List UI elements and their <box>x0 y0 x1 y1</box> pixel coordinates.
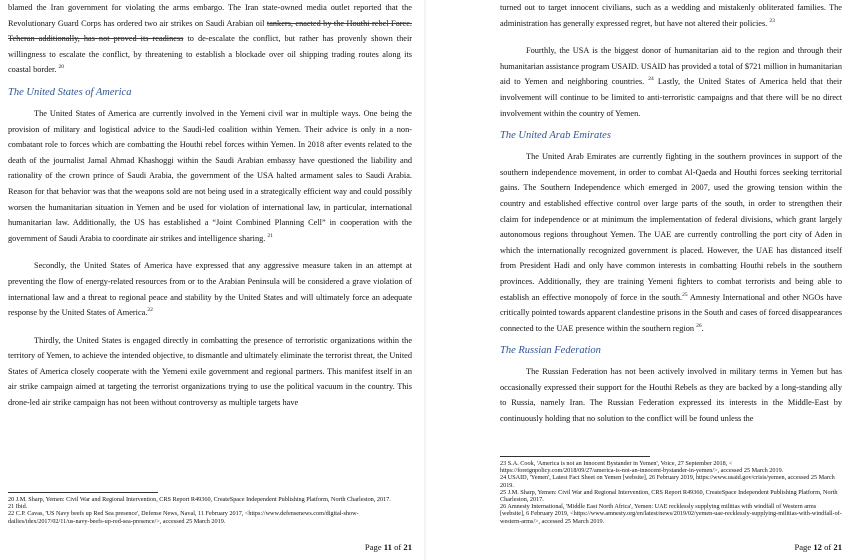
footnote-ref-23[interactable]: 23 <box>769 17 775 24</box>
text-line: to de-escalate the conflict, but rather has provenly shown their willingness to escalate the <box>8 34 413 59</box>
heading-uae: The United Arab Emirates <box>500 130 611 142</box>
footnote-20: 20 J.M. Sharp, Yemen: Civil War and Regional Intervention, CRS Report R49360, CreateSpace Independent Publishing Platform, North Charleston, 2017. <box>8 496 391 503</box>
paragraph-text: Lastly, the United States of America held that their involvement will continue to be limited to anti-terroristic campaigns and that there will be no direct involvement within the country of Yemen. <box>500 77 843 118</box>
page-left <box>0 0 424 560</box>
footnote-ref-26[interactable]: 26 <box>696 322 702 329</box>
page-label: Page <box>794 542 812 553</box>
paragraph-russia <box>500 364 842 426</box>
page-current: 11 <box>383 542 392 553</box>
heading-usa: The United States of America <box>8 86 132 98</box>
footnote-ref-25[interactable]: 25 <box>682 291 688 298</box>
paragraph-usa-2 <box>8 258 412 320</box>
page-of: of <box>394 542 402 553</box>
text-line: conflict, by threatening to establish a blockade over oil shipping trading routes along its coastal <box>8 49 412 75</box>
heading-russia: The Russian Federation <box>500 345 601 357</box>
paragraph-text: Amnesty International and other NGOs have critically pointed towards apparent clandestine prisons in the South and cases of forced disappearances connected to the UAE presence within the southern region <box>500 292 842 333</box>
footnote-21: 21 Ibid. <box>8 503 28 511</box>
page-right <box>426 0 850 560</box>
paragraph-usa-1 <box>8 106 412 246</box>
footnote-24: 24 USAID, 'Yemen', Latest Fact Sheet on Yemen [website], 26 February 2019, https://www.usaid.gov/crisis/yemen, accessed 25 March 2019. <box>500 474 835 489</box>
page-label: Page <box>364 542 382 553</box>
paragraph-iran-continued <box>8 0 412 78</box>
footnotes-left <box>8 492 412 525</box>
footnotes-right <box>500 456 842 525</box>
paragraph-uae <box>500 149 842 336</box>
paragraph-usa-4 <box>500 43 842 121</box>
footnote-ref-22[interactable]: 22 <box>147 307 153 314</box>
paragraph-text: Secondly, the United States of America have expressed that any aggressive measure taken in an attempt at preventing the flow of energy-related resources from or to the Arabian Peninsula will be considered a grave violation of international law and a threat to regional peace and stability by the United States and will ultimately force an adequate response by the United States of America. <box>8 261 412 318</box>
footnote-ref-24[interactable]: 24 <box>648 76 654 83</box>
paragraph-usa-3 <box>8 333 412 411</box>
page-total: 21 <box>833 542 842 553</box>
page-number-left <box>365 540 412 556</box>
page-total: 21 <box>403 542 412 553</box>
paragraph-text: . <box>701 323 704 333</box>
footnote-divider <box>500 456 650 457</box>
paragraph-text: The Russian Federation has not been actively involved in military terms in Yemen but has occasionally expressed their support for the Houthi Rebels as they are backed by a long-standing ally to Russia, namely Iran. The Russian Federation expressed its interests in the Middle-East by continuously holding that no solution to the conflict will be found unless the <box>500 367 842 424</box>
page-of: of <box>824 542 832 553</box>
footnote-divider <box>8 492 158 493</box>
paragraph-usa-continued <box>500 0 842 31</box>
paragraph-text: The United Arab Emirates are currently fighting in the southern provinces in support of the southern independence movement, in order to combat Al-Qaeda and Houthi forces seeking territorial gains. The Southern Independence which emerged in 2007, used the growing tension within the country and established effective control over large parts of the south, in order to strengthen their claim for independence or at minimum the implementation of federal divisions, which grant largely autonomous regions throughout Yemen. The UAE are currently controlling the port city of Aden in which the internationally recognized government is placed. However, the UAE has distanced itself from President Hadi and only have common interests in combatting Houthi rebels in the southern provinces. Additionally, they are training Yemeni fighters to combat terrorists and being able to establish an effective monopoly of force in the south. <box>500 152 842 302</box>
paragraph-text: The United States of America are currently involved in the Yemeni civil war in multiple ways. One being the provision of military and logistical advice to the Saudi-led coalition within Yemen. Their advice is only in a non-combatant role to forces which are combatting the Houthi rebel forces within Yemen. In 2018 after events related to the death of the journalist Jamal Ahmad Khashoggi within the Saudi Arabian embassy have questioned the liability and rationality of the crown prince of Saudi Arabia, the government of the USA halted armament sales to Saudi Arabia. Reason for that behavior was that the weapons sold are not being used in a strategically efficient way and could possibly worsen the humanitarian situation in Yemen and be used for violation of international law, in particular, international humanitarian law. Additionally, the US has established a “Joint Combined Planning Cell” in cooperation with the government of Saudi Arabia to coordinate air strikes and intelligence sharing. <box>8 108 412 243</box>
footnote-22: 22 C.P. Cavas, 'US Navy beefs up Red Sea presence', Defense News, Naval, 11 February 2017, <https://www.defensenews.com/digital-show-dailies/idex/2017/02/11/us-navy-beefs-up-red-sea-presence/>, accessed 25 March 2019. <box>8 510 359 525</box>
page-current: 12 <box>813 542 822 553</box>
text-line: blamed the Iran government for violating the arms embargo. The Iran state-owned media outlet <box>8 3 350 12</box>
footnote-ref-21[interactable]: 21 <box>267 232 273 239</box>
paragraph-text: Fourthly, the USA is the biggest donor of humanitarian aid to the region and through their humanitarian assistance program USAID. USAID has provided a total of $721 million in humanitarian aid to Yemen and neighboring countries. <box>500 46 842 87</box>
footnote-ref-20[interactable]: 20 <box>58 64 64 71</box>
footnote-23: 23 S.A. Cook, 'America is not an Innocent Bystander in Yemen', Voice, 27 September 2018, < https://foreignpolicy.com/2018/09/27/america-is-not-an-innocent-bystander-in-yemen/>, accessed 25 March 2019. <box>500 460 784 475</box>
paragraph-text: turned out to target innocent civilians, such as a wedding and mistakenly obliterated families. The administration has generally expressed regret, but have not altered their policies. <box>500 3 842 28</box>
paragraph-text: Thirdly, the United States is engaged directly in combatting the presence of terroristic organizations within the territory of Yemen, to achieve the intended objective, to dismantle and ultimately eliminate the terrorist threat, the United States of America closely cooperate with the Yemeni exile government and regional partners. This manifest itself in an air strike campaign aimed at targeting the terrorist organizations trying to use the political vacuum in the country. This drone-led air strike campaign has not been without controversy as multiple targets have <box>8 335 412 408</box>
footnote-25: 25 J.M. Sharp, Yemen: Civil War and Regional Intervention, CRS Report R49360, CreateSpace Independent Publishing Platform, North Charleston, 2017. <box>500 488 838 504</box>
text-line: border. <box>33 65 57 75</box>
text-line: reported that the Revolutionary Guard Corps has ordered two air strikes on Saudi Arabian oil <box>8 3 412 28</box>
text-line-struck: tankers, enacted by the Houthi rebel Force. Teheran additionally, has not proved its readiness <box>8 18 412 44</box>
footnote-26: 26 Amnesty International, 'Middle East North Africa', Yemen: UAE recklessly supplying militias with windfall of Western arms [website], 6 February 2019, <https://www.amnesty.org/en/latest/news/2019/02/yemen-uae-recklessly-supplying-militias-with-windfall-of-western-arms/>, accessed 25 March 2019. <box>500 503 842 525</box>
page-number-right <box>794 540 842 556</box>
